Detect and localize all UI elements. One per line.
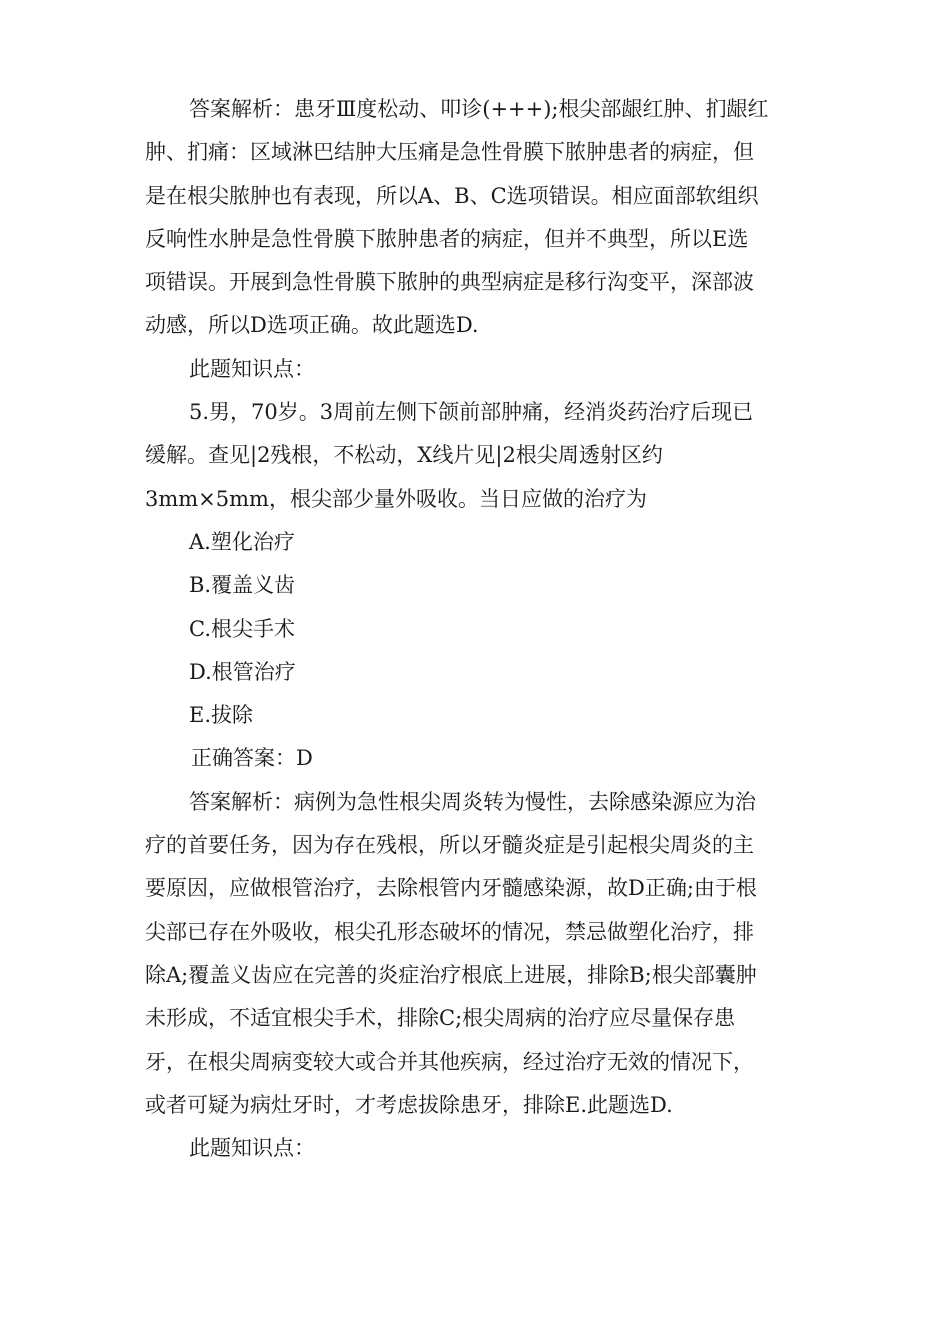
text-line: 答案解析：患牙Ⅲ度松动、叩诊(+++);根尖部龈红肿、扪龈红 — [189, 97, 769, 121]
text-line: 肿、扪痛：区域淋巴结肿大压痛是急性骨膜下脓肿患者的病症，但 — [145, 140, 754, 165]
correct-answer: 正确答案：D — [191, 746, 313, 771]
text-line: 或者可疑为病灶牙时，才考虑拔除患牙，排除E.此题选D. — [145, 1092, 673, 1117]
text-line: 疗的首要任务，因为存在残根，所以牙髓炎症是引起根尖周炎的主 — [145, 833, 754, 858]
knowledge-point-label-2: 此题知识点： — [189, 1136, 315, 1161]
option-e: E.拔除 — [189, 703, 254, 728]
text-line: 是在根尖脓肿也有表现，所以A、B、C选项错误。相应面部软组织 — [145, 183, 759, 208]
text-line: 5.男，70岁。3周前左侧下颌前部肿痛，经消炎药治疗后现已 — [189, 400, 754, 425]
text-line: 反响性水肿是急性骨膜下脓肿患者的病症，但并不典型，所以E选 — [145, 226, 749, 251]
text-line: 除A;覆盖义齿应在完善的炎症治疗根底上进展，排除B;根尖部囊肿 — [145, 962, 757, 987]
text-line: 未形成，不适宜根尖手术，排除C;根尖周病的治疗应尽量保存患 — [145, 1006, 736, 1031]
analysis-paragraph-1 — [145, 88, 805, 348]
document-content — [145, 88, 805, 1170]
text-line: 牙，在根尖周病变较大或合并其他疾病，经过治疗无效的情况下， — [145, 1049, 754, 1074]
option-a: A.塑化治疗 — [189, 529, 295, 554]
knowledge-point-label-1: 此题知识点： — [189, 356, 315, 381]
option-b: B.覆盖义齿 — [189, 573, 296, 598]
text-line: 缓解。查见|2残根，不松动，X线片见|2根尖周透射区约 — [145, 443, 663, 468]
text-line: 答案解析：病例为急性根尖周炎转为慢性，去除感染源应为治 — [189, 789, 756, 814]
option-d: D.根管治疗 — [189, 659, 296, 684]
answer-options — [145, 521, 805, 737]
text-line: 尖部已存在外吸收，根尖孔形态破坏的情况，禁忌做塑化治疗，排 — [145, 919, 754, 944]
text-line: 要原因，应做根管治疗，去除根管内牙髓感染源，故D正确;由于根 — [145, 876, 757, 901]
option-c: C.根尖手术 — [189, 616, 295, 641]
question-5 — [145, 391, 805, 521]
analysis-paragraph-2 — [145, 781, 805, 1127]
text-line: 项错误。开展到急性骨膜下脓肿的典型病症是移行沟变平，深部波 — [145, 270, 754, 295]
text-line: 3mm×5mm，根尖部少量外吸收。当日应做的治疗为 — [145, 486, 647, 511]
text-line: 动感，所以D选项正确。故此题选D. — [145, 313, 479, 338]
